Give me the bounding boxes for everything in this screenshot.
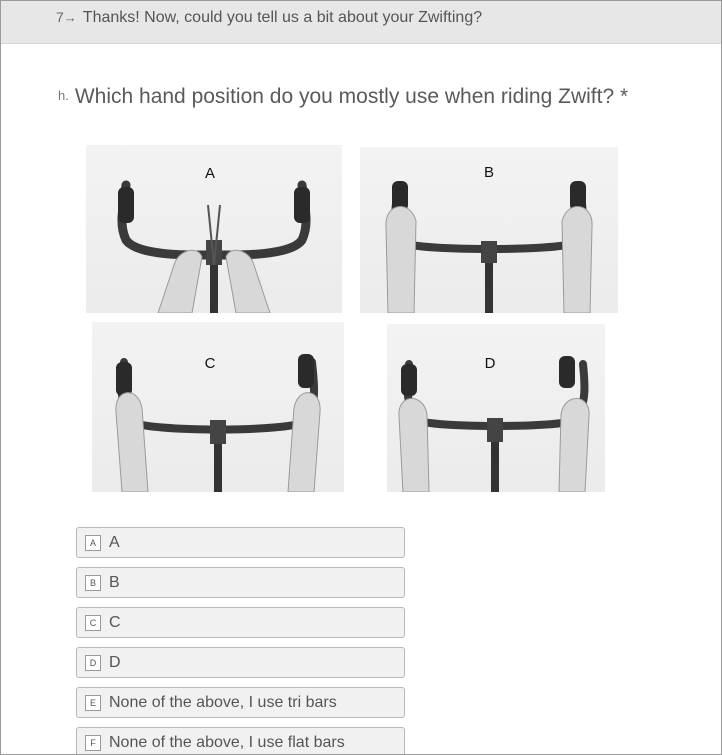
choice-key-a: A xyxy=(85,535,101,551)
choice-a[interactable] xyxy=(76,527,405,558)
choice-key-b: B xyxy=(85,575,101,591)
choice-label-f: None of the above, I use flat bars xyxy=(109,734,345,751)
image-label-a: A xyxy=(204,165,215,182)
image-label-c: C xyxy=(204,355,216,372)
choice-label-d: D xyxy=(109,654,121,671)
choice-label-a: A xyxy=(109,534,120,551)
choice-key-d: D xyxy=(85,655,101,671)
previous-question-number: 7 xyxy=(56,9,64,25)
choice-label-b: B xyxy=(109,574,120,591)
choice-b[interactable] xyxy=(76,567,405,598)
choice-f[interactable] xyxy=(76,727,405,755)
choice-e[interactable] xyxy=(76,687,405,718)
question-letter: h. xyxy=(58,88,69,103)
choice-key-c: C xyxy=(85,615,101,631)
hand-position-image-d xyxy=(387,324,605,492)
previous-question[interactable] xyxy=(56,9,482,27)
hand-position-image-b xyxy=(360,147,618,313)
choice-key-f: F xyxy=(85,735,101,751)
question-header xyxy=(58,85,628,109)
choice-d[interactable] xyxy=(76,647,405,678)
previous-question-text: Thanks! Now, could you tell us a bit about your Zwifting? xyxy=(82,9,483,26)
hand-position-image-c xyxy=(92,322,344,492)
previous-question-band[interactable] xyxy=(1,1,721,44)
image-label-d: D xyxy=(484,355,496,372)
choice-label-c: C xyxy=(109,614,121,631)
question-title: Which hand position do you mostly use when riding Zwift? * xyxy=(74,85,629,108)
choice-c[interactable] xyxy=(76,607,405,638)
arrow-right-icon: → xyxy=(63,10,77,25)
image-label-b: B xyxy=(483,164,494,181)
choice-key-e: E xyxy=(85,695,101,711)
choice-label-e: None of the above, I use tri bars xyxy=(109,694,337,711)
hand-position-image-a xyxy=(86,145,342,313)
